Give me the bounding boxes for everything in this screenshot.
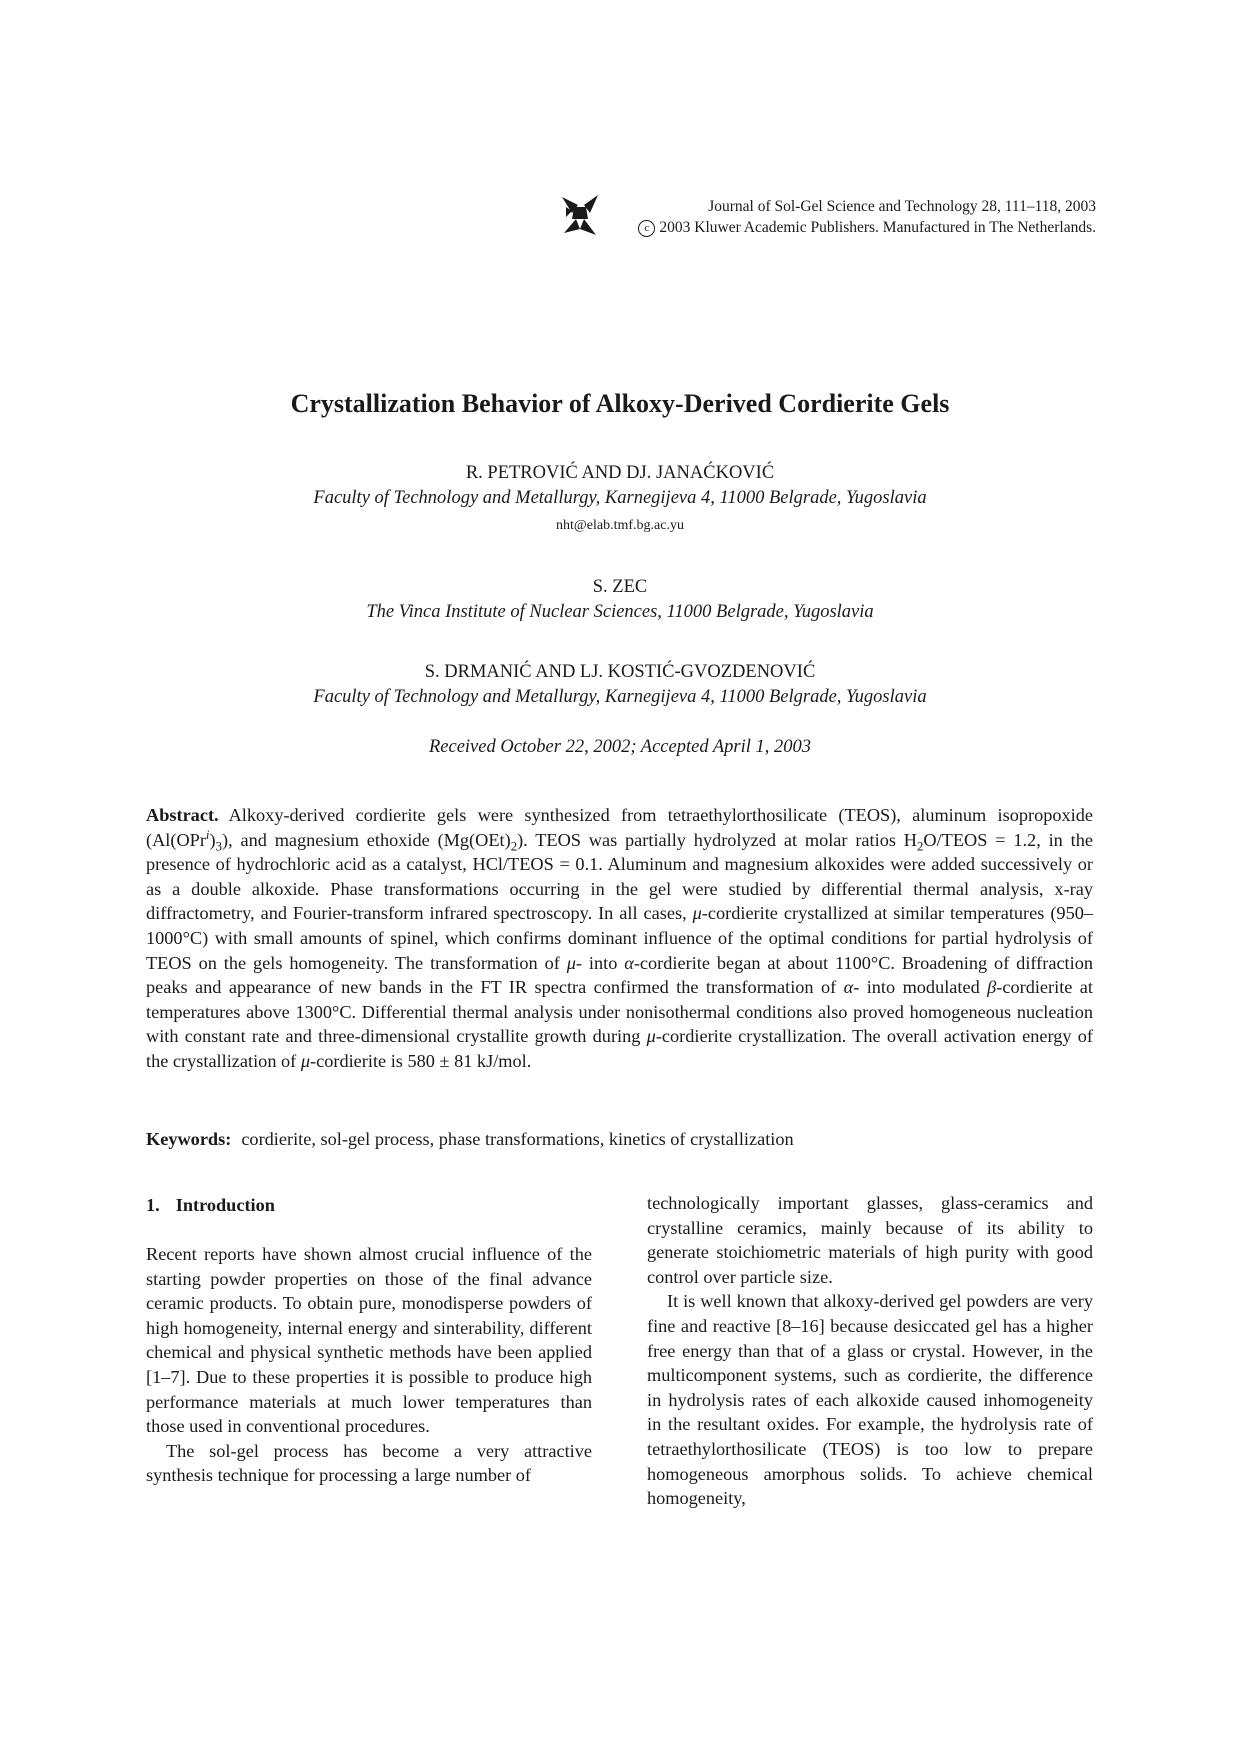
author-group-1-affiliation: Faculty of Technology and Metallurgy, Karnegijeva 4, 11000 Belgrade, Yugoslavia <box>313 488 927 508</box>
author-email: nht@elab.tmf.bg.ac.yu <box>556 518 684 533</box>
abstract: Abstract. Alkoxy-derived cordierite gels were synthesized from tetraethylorthosilicate (TEOS), aluminum isopropoxide $(Al(OPr^i)_3)$, and magnesium ethoxide $(Mg(OEt)_2)$. TEOS was partially hydrolyzed at molar ratios $H_2O$/TEOS = 1.2, in the presence of hydrochloric acid as a catalyst, HCl/TEOS = 0.1. Aluminum and magnesium alkoxides were added successively or as a double alkoxide. Phase transformations occurring in the gel were studied by differential thermal analysis, x-ray diffractometry, and Fourier-transform infrared spectroscopy. In all cases, μ-cordierite crystallized at similar temperatures (950–1000°C) with small amounts of spinel, which confirms dominant influence of the optimal conditions for partial hydrolysis of TEOS on the gels homogeneity. The transformation of μ- into α-cordierite began at about 1100°C. Broadening of diffraction peaks and appearance of new bands in the FT IR spectra confirmed the transformation of α- into modulated β-cordierite at temperatures above 1300°C. Differential thermal analysis under nonisothermal conditions also proved homogeneous nucleation with constant rate and three-dimensional crystallite growth during μ-cordierite crystallization. The overall activation energy of the crystallization of μ-cordierite is 580 ± 81 kJ/mol. <box>146 805 1094 1071</box>
body-column-right <box>647 1191 1093 1511</box>
intro-paragraph-2-continued: technologically important glasses, glass-ceramics and crystalline ceramics, mainly because of its ability to generate stoichiometric materials of high purity with good control over particle size. <box>647 1193 1093 1287</box>
journal-citation <box>638 196 1096 238</box>
journal-header <box>560 193 1096 237</box>
author-group-3-affiliation: Faculty of Technology and Metallurgy, Karnegijeva 4, 11000 Belgrade, Yugoslavia <box>313 687 927 707</box>
author-group-2-affiliation: The Vinca Institute of Nuclear Sciences, 11000 Belgrade, Yugoslavia <box>366 602 874 622</box>
copyright-line <box>638 217 1096 238</box>
author-group-3-names: S. DRMANIĆ AND LJ. KOSTIĆ-GVOZDENOVIĆ <box>424 662 816 682</box>
kluwer-logo-icon <box>560 193 600 237</box>
copyright-text: 2003 Kluwer Academic Publishers. Manufactured in The Netherlands. <box>659 219 1096 236</box>
journal-line: Journal of Sol-Gel Science and Technology 28, 111–118, 2003 <box>708 198 1096 215</box>
author-group-2-names: S. ZEC <box>592 577 648 597</box>
intro-paragraph-3: It is well known that alkoxy-derived gel powders are very fine and reactive [8–16] because desiccated gel has a higher free energy than that of a glass or crystal. However, in the multicomponent systems, such as cordierite, the difference in hydrolysis rates of each alkoxide caused inhomogeneity in the resultant oxides. For example, the hydrolysis rate of tetraethylorthosilicate (TEOS) is too low to prepare homogeneous amorphous solids. To achieve chemical homogeneity, <box>647 1291 1093 1509</box>
body-column-left <box>146 1193 592 1488</box>
abstract-label: Abstract. <box>146 805 219 825</box>
intro-paragraph-1: Recent reports have shown almost crucial influence of the starting powder properties on those of the final advance ceramic products. To obtain pure, monodisperse powders of high homogeneity, internal energy and sinterability, different chemical and physical synthetic methods have been applied [1–7]. Due to these properties it is possible to produce high performance materials at much lower temperatures than those used in conventional procedures. <box>146 1244 592 1437</box>
keywords-label: Keywords: <box>146 1129 232 1149</box>
paper-title: Crystallization Behavior of Alkoxy-Derived Cordierite Gels <box>290 389 950 418</box>
received-dates: Received October 22, 2002; Accepted April 1, 2003 <box>428 737 812 757</box>
copyright-icon: c <box>638 220 655 237</box>
section-heading-introduction: 1. Introduction <box>146 1195 275 1215</box>
keywords <box>146 1127 1093 1151</box>
intro-paragraph-2: The sol-gel process has become a very attractive synthesis technique for processing a large number of <box>146 1440 592 1486</box>
keywords-text: cordierite, sol-gel process, phase transformations, kinetics of crystallization <box>241 1129 794 1149</box>
author-group-1-names: R. PETROVIĆ AND DJ. JANAĆKOVIĆ <box>465 463 775 483</box>
